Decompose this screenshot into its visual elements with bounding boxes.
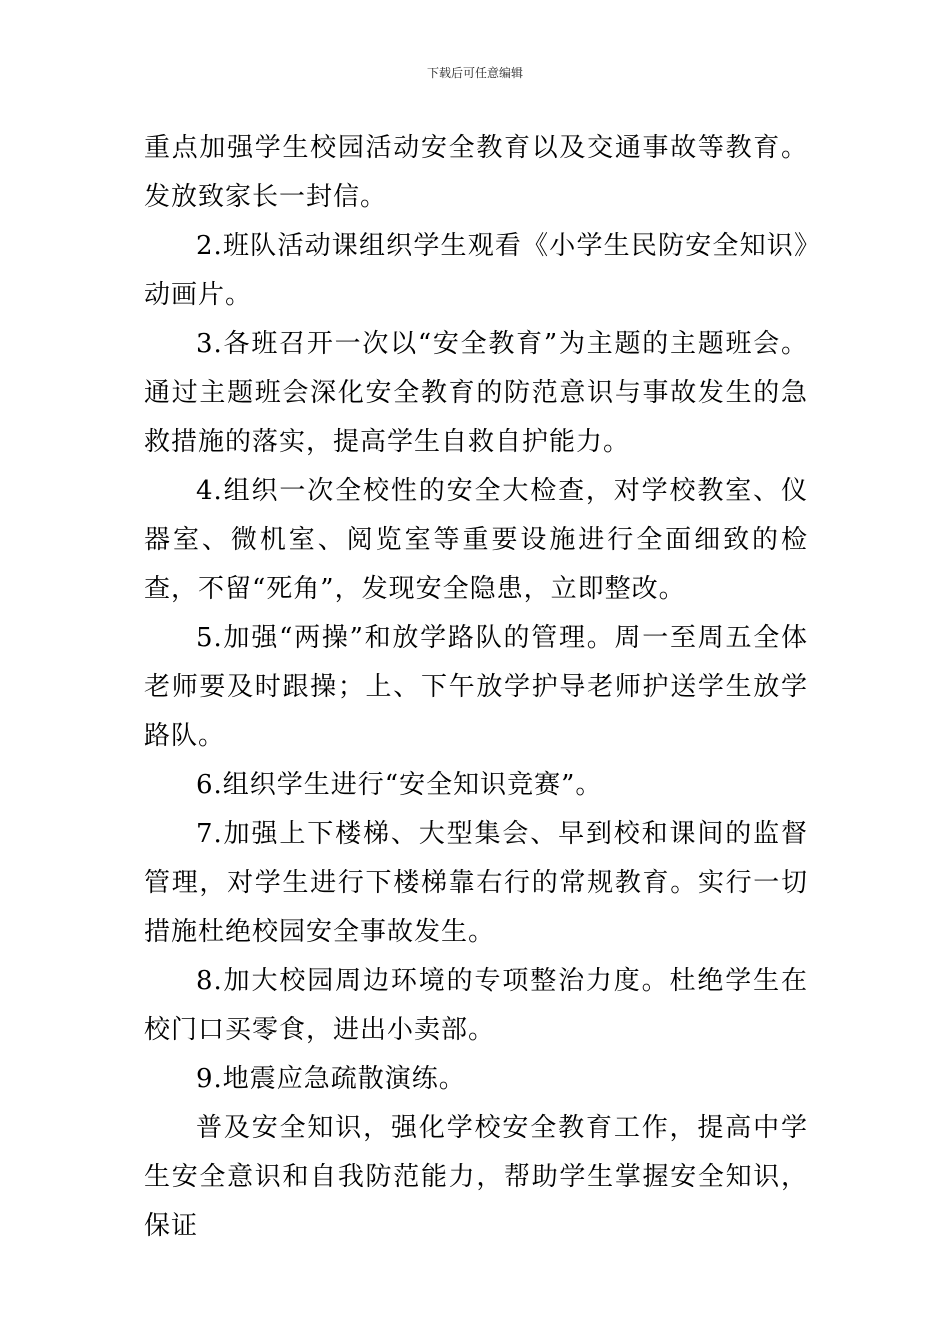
page-header-note: 下载后可任意编辑: [426, 66, 523, 80]
paragraph-item-4: 4.组织一次全校性的安全大检查，对学校教室、仪器室、微机室、阅览室等重要设施进行全面细致的检查，不留“死角”，发现安全隐患，立即整改。: [144, 476, 808, 604]
paragraph-item-8: 8.加大校园周边环境的专项整治力度。杜绝学生在校门口买零食，进出小卖部。: [144, 966, 808, 1045]
paragraph-continuation: 重点加强学生校园活动安全教育以及交通事故等教育。发放致家长一封信。: [144, 133, 808, 212]
paragraph-item-3: 3.各班召开一次以“安全教育”为主题的主题班会。通过主题班会深化安全教育的防范意识与事故发生的急救措施的落实，提高学生自救自护能力。: [144, 329, 808, 457]
paragraph-item-9: 9.地震应急疏散演练。: [196, 1064, 466, 1094]
paragraph-summary: 普及安全知识，强化学校安全教育工作，提高中学生安全意识和自我防范能力，帮助学生掌握安全知识，保证: [144, 1113, 808, 1241]
document-body: [144, 124, 808, 1251]
paragraph-item-7: 7.加强上下楼梯、大型集会、早到校和课间的监督管理，对学生进行下楼梯靠右行的常规教育。实行一切措施杜绝校园安全事故发生。: [144, 819, 808, 947]
paragraph-item-5: 5.加强“两操”和放学路队的管理。周一至周五全体老师要及时跟操；上、下午放学护导老师护送学生放学路队。: [144, 623, 808, 751]
paragraph-item-2: 2.班队活动课组织学生观看《小学生民防安全知识》动画片。: [144, 231, 808, 310]
paragraph-item-6: 6.组织学生进行“安全知识竞赛”。: [196, 770, 603, 800]
